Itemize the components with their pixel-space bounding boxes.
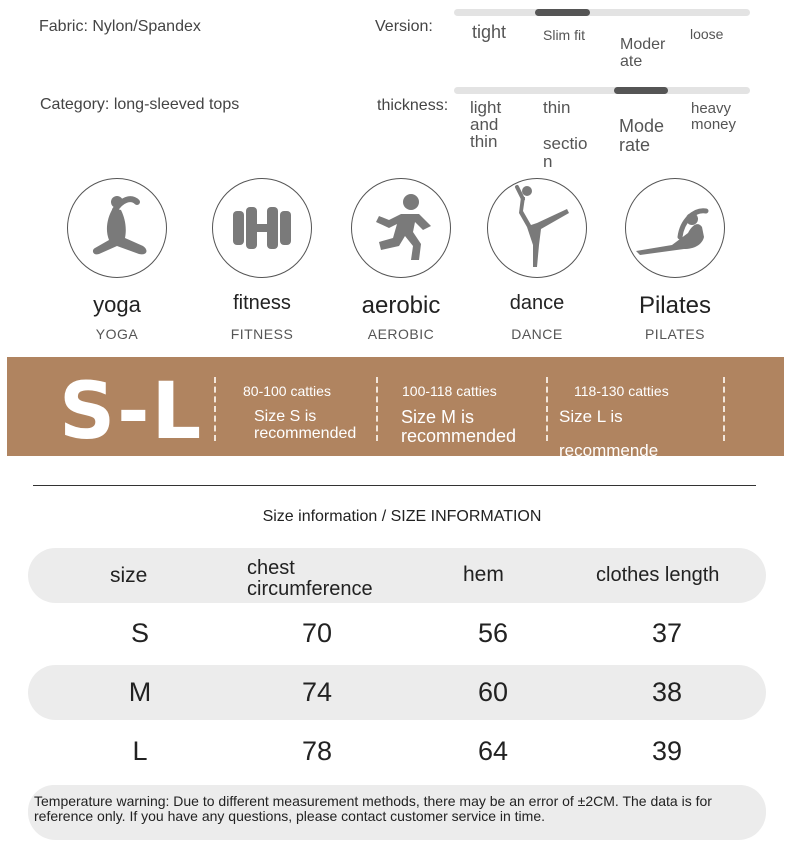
dance-icon bbox=[487, 178, 587, 278]
activity-name: yoga bbox=[93, 292, 141, 317]
activity-name-upper: FITNESS bbox=[230, 326, 294, 342]
cell-size: S bbox=[130, 618, 149, 648]
version-option-tight: tight bbox=[472, 22, 507, 42]
thickness-option-thin-section: thin sectio n bbox=[543, 98, 588, 171]
measurement-warning: Temperature warning: Due to different measurement methods, there may be an error of ±2CM. The data is for reference only. If you have any questions, please contact customer service in time. bbox=[28, 785, 766, 837]
activity-name-upper: AEROBIC bbox=[367, 326, 435, 342]
version-scale bbox=[454, 9, 750, 16]
category-label: Category: long-sleeved tops bbox=[40, 96, 240, 113]
activity-fitness bbox=[202, 178, 322, 342]
recommend-s: Size S is recommended bbox=[254, 408, 357, 442]
size-info-title: Size information / SIZE INFORMATION bbox=[262, 508, 542, 525]
pilates-icon bbox=[625, 178, 725, 278]
divider bbox=[214, 377, 216, 441]
activity-name: aerobic bbox=[361, 292, 441, 319]
cell-size: M bbox=[128, 677, 152, 707]
weight-range-s: 80-100 catties bbox=[243, 383, 331, 399]
recommend-m: Size M is recommended bbox=[401, 407, 517, 446]
cell-hem: 64 bbox=[477, 736, 509, 766]
cell-chest: 70 bbox=[301, 618, 333, 648]
version-option-moderate: Moder ate bbox=[620, 36, 666, 70]
activity-name-upper: PILATES bbox=[644, 326, 706, 342]
header-size: size bbox=[110, 564, 148, 587]
version-label: Version: bbox=[375, 18, 433, 35]
activity-name-upper: YOGA bbox=[95, 326, 139, 342]
divider bbox=[376, 377, 378, 441]
cell-hem: 60 bbox=[477, 677, 509, 707]
activity-pilates bbox=[615, 178, 735, 342]
size-recommendation-band bbox=[7, 357, 784, 456]
cell-length: 39 bbox=[651, 736, 683, 766]
version-option-slim-fit: Slim fit bbox=[543, 27, 585, 43]
header-hem: hem bbox=[463, 563, 504, 586]
cell-chest: 78 bbox=[301, 736, 333, 766]
thickness-label: thickness: bbox=[377, 97, 449, 114]
activity-dance bbox=[477, 178, 597, 342]
thickness-option-heavy: heavy money bbox=[691, 100, 737, 133]
divider bbox=[723, 377, 725, 441]
running-icon bbox=[351, 178, 451, 278]
fabric-label: Fabric: Nylon/Spandex bbox=[39, 18, 201, 35]
cell-chest: 74 bbox=[301, 677, 333, 707]
version-scale-marker bbox=[535, 9, 590, 16]
thickness-option-light-thin: light and thin bbox=[470, 98, 502, 151]
activity-name: Pilates bbox=[638, 292, 712, 319]
header-clothes-length: clothes length bbox=[596, 564, 720, 586]
thickness-scale bbox=[454, 87, 750, 94]
version-option-loose: loose bbox=[690, 26, 724, 42]
recommend-l: Size L is recommende bbox=[559, 408, 659, 456]
dumbbell-icon bbox=[212, 178, 312, 278]
divider bbox=[546, 377, 548, 441]
thickness-scale-marker bbox=[614, 87, 668, 94]
cell-hem: 56 bbox=[477, 618, 509, 648]
activity-name: dance bbox=[509, 292, 565, 314]
weight-range-l: 118-130 catties bbox=[574, 383, 669, 399]
cell-length: 37 bbox=[651, 618, 683, 648]
activity-aerobic bbox=[341, 178, 461, 342]
section-divider bbox=[33, 485, 756, 486]
size-range: S-L bbox=[59, 367, 204, 457]
activity-name: fitness bbox=[233, 292, 291, 314]
cell-length: 38 bbox=[651, 677, 683, 707]
header-chest: chest circumference bbox=[247, 557, 373, 600]
weight-range-m: 100-118 catties bbox=[402, 383, 497, 399]
thickness-option-moderate: Mode rate bbox=[619, 116, 665, 155]
activity-name-upper: DANCE bbox=[511, 326, 563, 342]
cell-size: L bbox=[132, 736, 148, 766]
yoga-icon bbox=[67, 178, 167, 278]
activity-yoga bbox=[57, 178, 177, 342]
